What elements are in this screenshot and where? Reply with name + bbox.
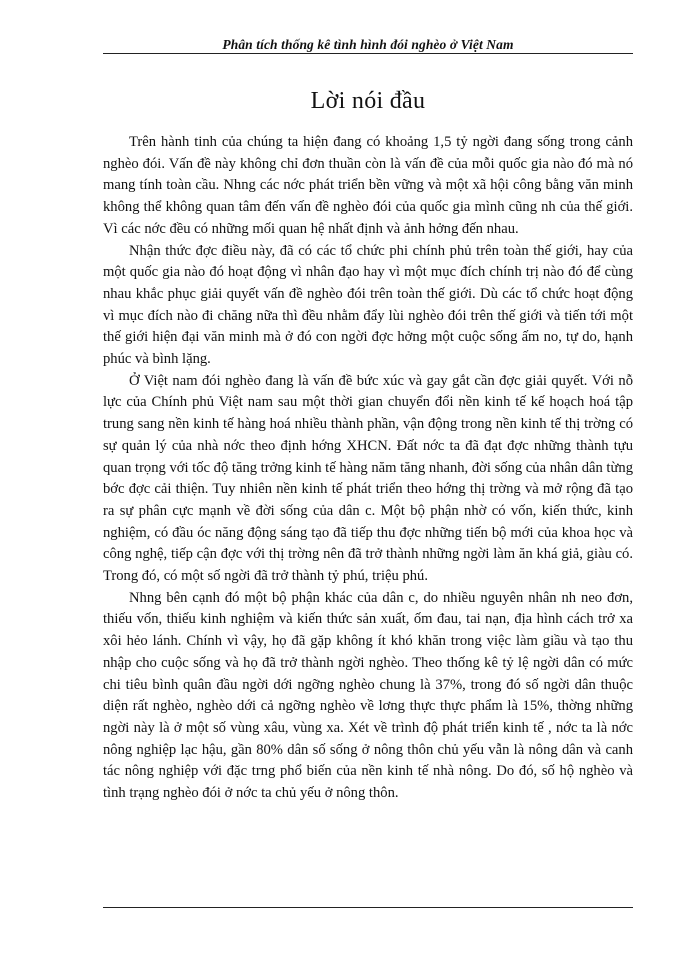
paragraph-3: Ở Việt nam đói nghèo đang là vấn đề bức xúc và gay gắt cần đợc giải quyết. Với nỗ lực của Chính phủ Việt nam sau một thời gian chuyển đổi nền kinh tế kế hoạch hoá tập trung sang nền kinh tế hàng hoá nhiều thành phần, vận động trong nền kinh tế thị trờng có sự quản lý của nhà nớc theo định hớng XHCN. Đất nớc ta đã đạt đợc những thành tựu quan trọng với tốc độ tăng trởng kinh tế hàng năm tăng nhanh, đời sống của nhân dân từng bớc đợc cải thiện. Tuy nhiên nền kinh tế phát triển theo hớng thị trờng và mở rộng đã tạo ra sự phân cực mạnh về đời sống của dân c. Một bộ phận nhờ có vốn, kiến thức, kinh nghiệm, có đầu óc năng động sáng tạo đã tiếp thu đợc những tiến bộ mới của khoa học và công nghệ, tiếp cận đợc với thị trờng nên đã trở thành những ngời làm ăn khá giả, giàu có. Trong đó, có một số ngời đã trở thành tỷ phú, triệu phú.	[103, 372, 633, 585]
footer-rule	[103, 907, 633, 908]
header-rule	[103, 53, 633, 54]
document-body	[103, 132, 633, 805]
page-title: Lời nói đầu	[310, 88, 426, 114]
paragraph-1: Trên hành tinh của chúng ta hiện đang có khoảng 1,5 tỷ ngời đang sống trong cảnh nghèo đói. Vấn đề này không chỉ đơn thuần còn là vấn đề của mỗi quốc gia nào đó mà nó mang tính toàn cầu. Nhng các nớc phát triển bền vững và một xã hội công bằng văn minh không thể không quan tâm đến vấn đề nghèo đói của quốc gia mình cũng nh của thế giới. Vì các nớc đều có những mối quan hệ nhất định và ảnh hởng đến nhau.	[103, 134, 633, 237]
paragraph-2: Nhận thức đợc điều này, đã có các tổ chức phi chính phủ trên toàn thế giới, hay của một quốc gia nào đó hoạt động vì nhân đạo hay vì một mục đích chính trị nào đó để cùng nhau khắc phục giải quyết vấn đề nghèo đói trên toàn thế giới. Dù các tổ chức hoạt động vì mục đích nào đi chăng nữa thì đều nhằm đẩy lùi nghèo đói trên thế giới và tiến tới một thế giới hiện đại văn minh mà ở đó con ngời đợc hởng một cuộc sống ấm no, tự do, hạnh phúc và bình lặng.	[103, 242, 633, 368]
running-header: Phân tích thống kê tình hình đói nghèo ở Việt Nam	[222, 37, 514, 52]
paragraph-4: Nhng bên cạnh đó một bộ phận khác của dân c, do nhiều nguyên nhân nh neo đơn, thiếu vốn, thiếu kinh nghiệm và kiến thức sản xuất, ốm đau, tai nạn, địa hình cách trở xa xôi hẻo lánh. Chính vì vậy, họ đã gặp không ít khó khăn trong việc làm giầu và tạo thu nhập cho cuộc sống và họ đã trở thành ngời nghèo. Theo thống kê tỷ lệ ngời dân có mức chi tiêu bình quân đầu ngời dới ngỡng nghèo chung là 37%, trong đó số ngời dân thuộc diện rất nghèo, nghèo dới cả ngỡng nghèo về lơng thực thực phẩm là 15%, thờng những ngời này là ở một số vùng xâu, vùng xa. Xét về trình độ phát triển kinh tế , nớc ta là nớc nông nghiệp lạc hậu, gần 80% dân số sống ở nông thôn chủ yếu vẫn là nông dân và canh tác nông nghiệp với đặc trng phổ biến của nền kinh tế nhà nông. Do đó, số hộ nghèo và tình trạng nghèo đói ở nớc ta chủ yếu ở nông thôn.	[103, 589, 633, 802]
